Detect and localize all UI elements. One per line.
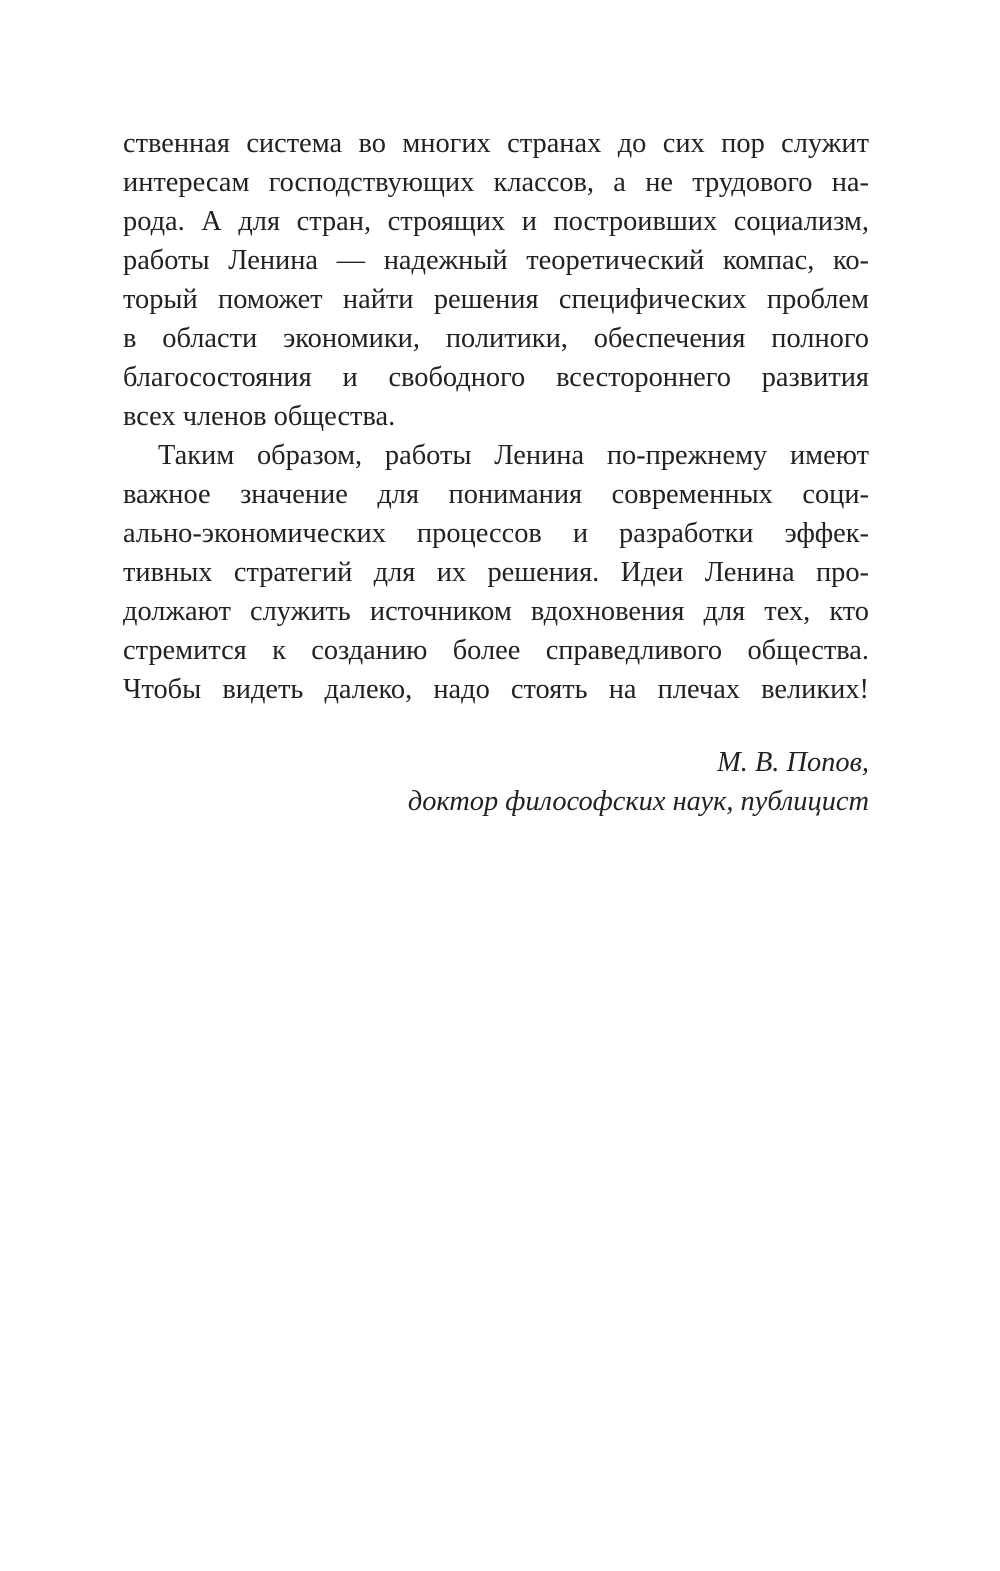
- text-line: интересам господствующих классов, а не трудового на-: [123, 167, 869, 198]
- text-line: ально-экономических процессов и разработки эффек-: [123, 518, 869, 549]
- text-line: рода. А для стран, строящих и построивших социализм,: [123, 206, 869, 237]
- author-name: М. В. Попов,: [717, 747, 869, 778]
- paragraph-conclusion: [123, 436, 869, 709]
- text-line: должают служить источником вдохновения для тех, кто: [123, 596, 869, 627]
- author-credentials: доктор философских наук, публицист: [407, 786, 869, 817]
- text-line: стремится к созданию более справедливого общества.: [123, 635, 869, 666]
- author-signature: [408, 743, 869, 821]
- text-line: тивных стратегий для их решения. Идеи Ленина про-: [123, 557, 869, 588]
- body-text: [123, 124, 869, 709]
- paragraph-continued: [123, 124, 869, 436]
- text-line: важное значение для понимания современных соци-: [123, 479, 869, 510]
- text-line: благосостояния и свободного всестороннего развития: [123, 362, 869, 393]
- text-line: ственная система во многих странах до сих пор служит: [123, 128, 869, 159]
- text-line: в области экономики, политики, обеспечения полного: [123, 323, 869, 354]
- text-line: Таким образом, работы Ленина по-прежнему имеют: [158, 440, 869, 471]
- text-line: всех членов общества.: [123, 401, 396, 432]
- text-line: торый поможет найти решения специфических проблем: [123, 284, 869, 315]
- text-line: работы Ленина — надежный теоретический компас, ко-: [123, 245, 869, 276]
- text-line: Чтобы видеть далеко, надо стоять на плечах великих!: [123, 674, 869, 705]
